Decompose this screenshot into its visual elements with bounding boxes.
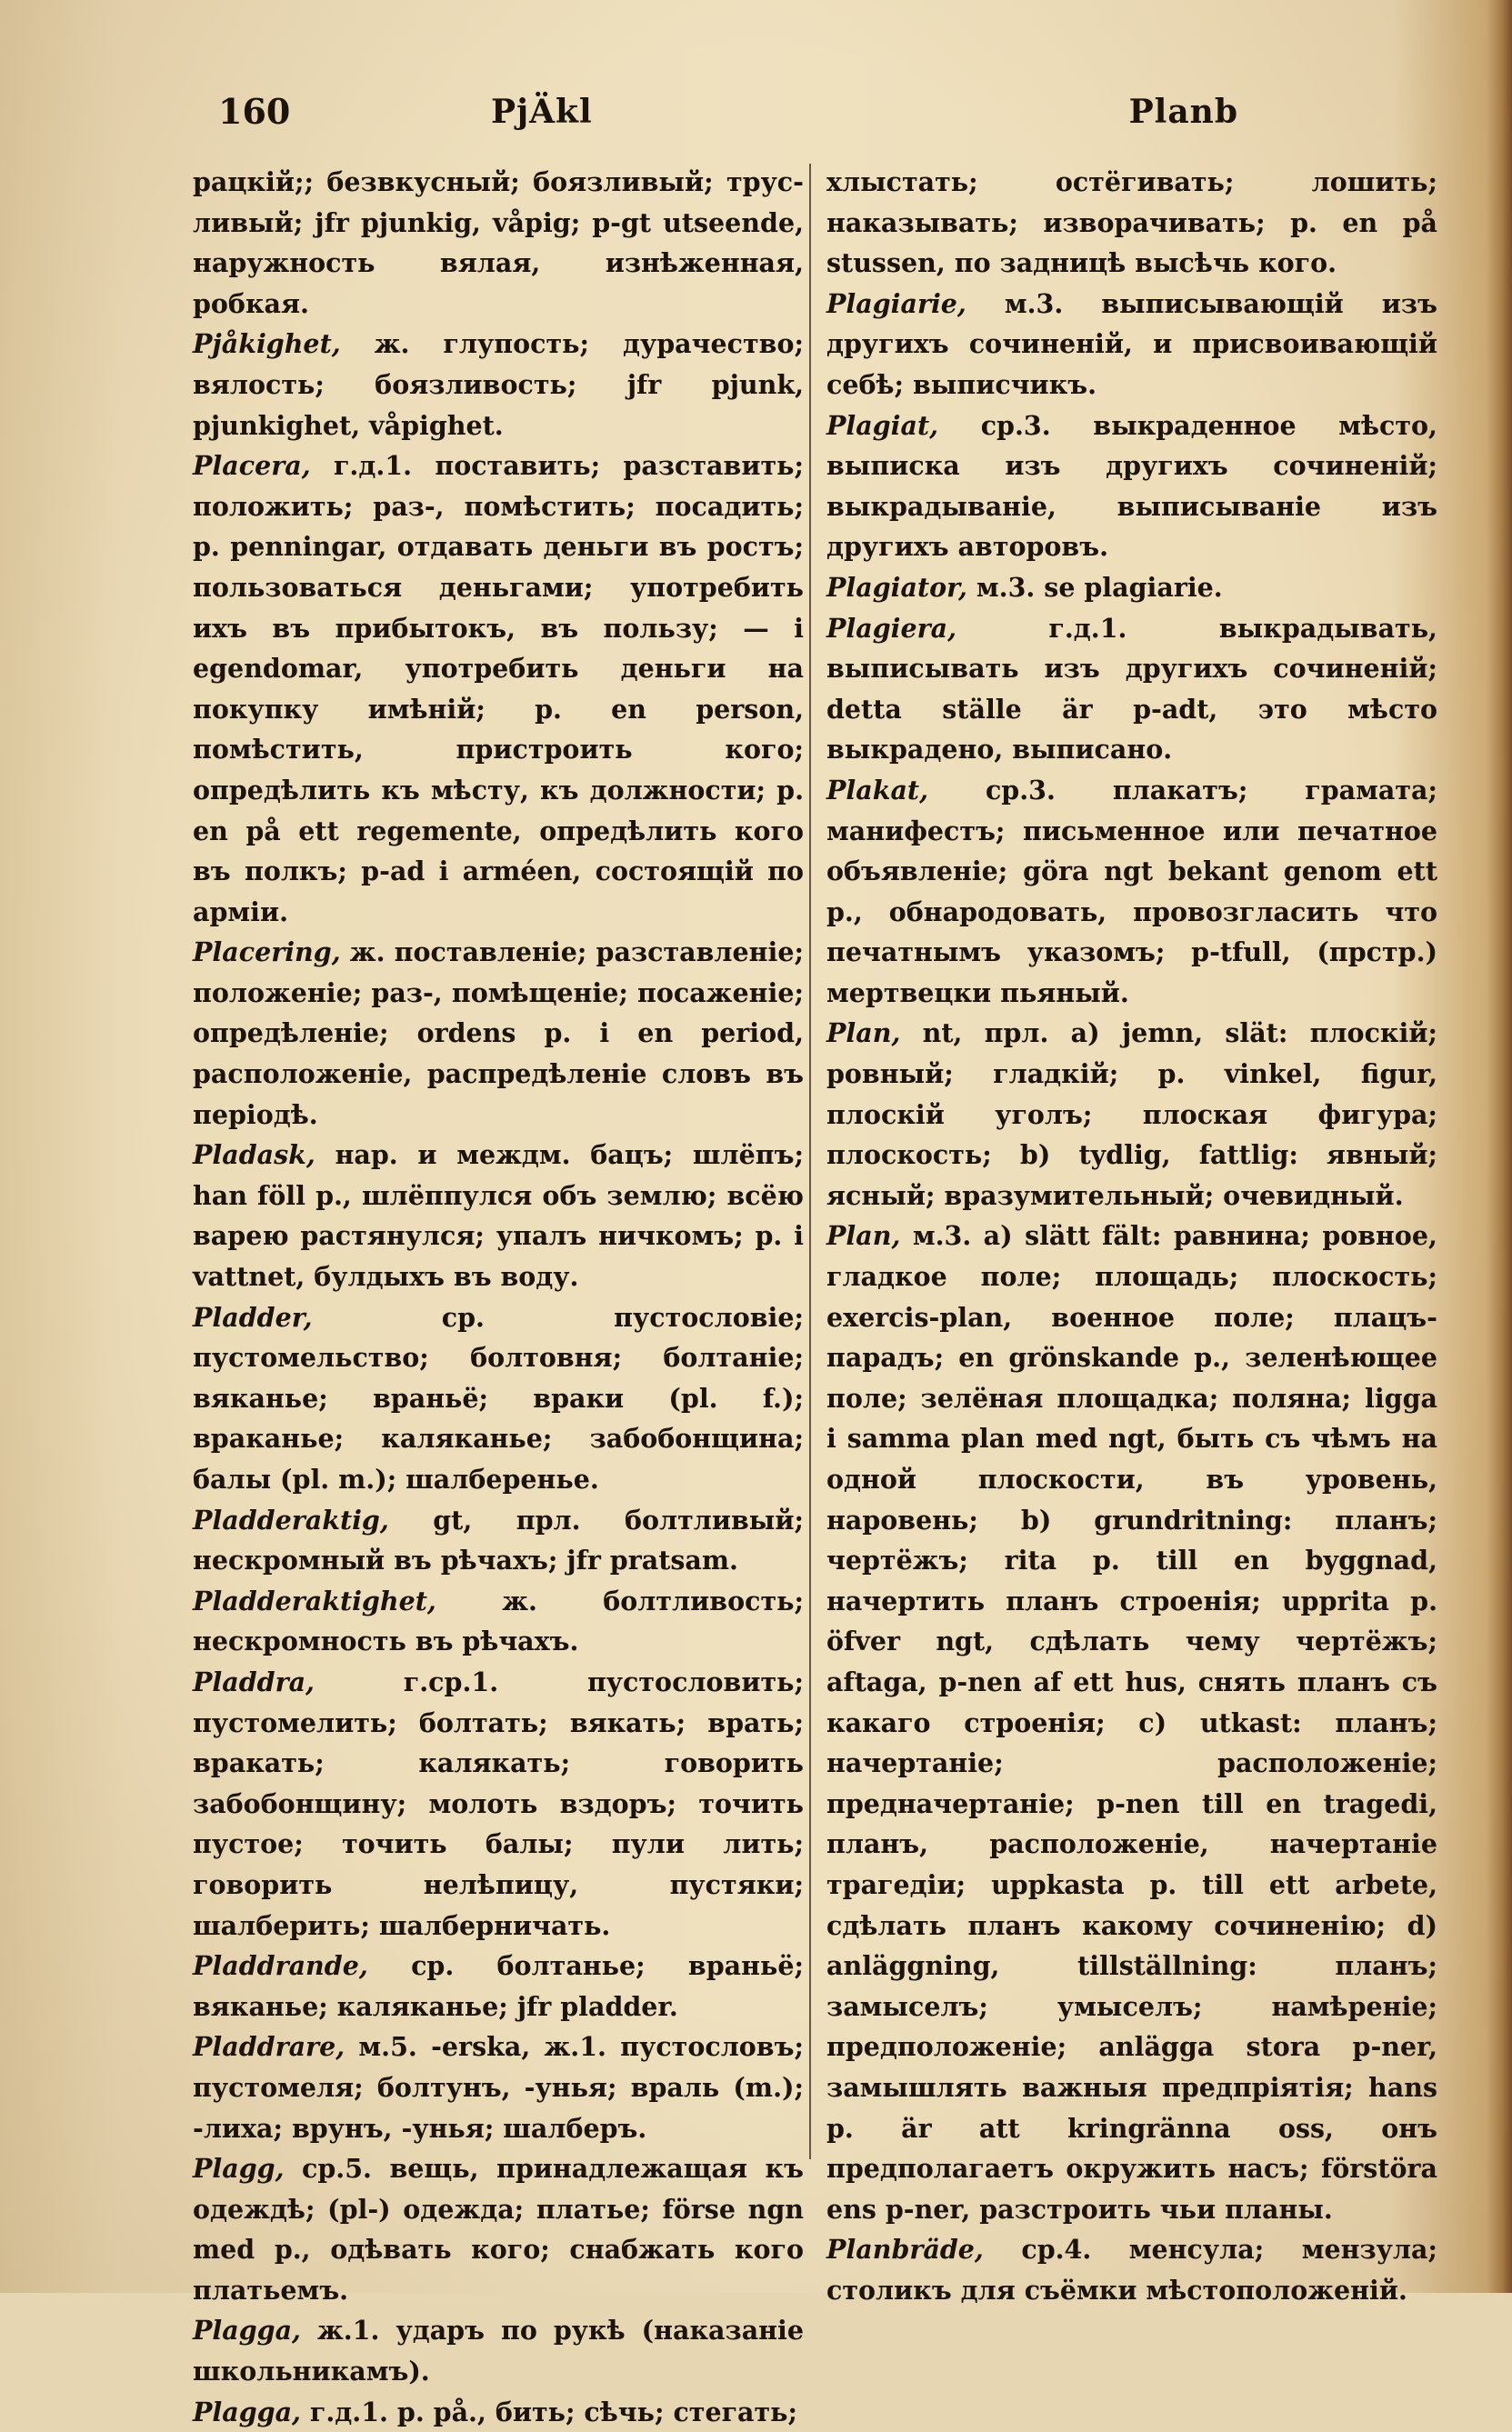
entry-headword: Planbräde, (826, 2234, 984, 2266)
entry-headword: Plagiarie, (826, 287, 966, 319)
entry-definition: м.3. a) slätt fält: равнина; ровное, гладкое поле; площадь; плоскость; exercis-plan, военное поле; плацъ-парадъ; en grönskande p., зеленѣющее поле; зелёная площадка; поляна; ligga i samma plan med ngt, быть съ чѣмъ на одной плоскости, въ уровень, наровень; b) grundritning: планъ; чертёжъ; rita p. till en byggnad, начертить планъ строенія; uppritа p. öfver ngt, сдѣлать чему чертёжъ; aftaga, p-nen af ett hus, снять планъ съ какаго строенія; c) utkast: планъ; начертаніе; расположеніе; предначертаніе; p-nen till en tragedi, планъ, расположеніе, начертаніе трагедіи; uppkasta p. till ett arbete, сдѣлать планъ какому сочиненію; d) anläggning, tillställning: планъ; замыселъ; умыселъ; намѣреніе; предположеніе; anlägga stora p-ner, замышлять важныя предпріятія; hans p. är att kringränna oss, онъ предполагаетъ окружить насъ; förstöra ens p-ner, разстроить чьи планы. (826, 1220, 1437, 2225)
dictionary-entry (193, 2392, 804, 2432)
dictionary-entry (826, 162, 1437, 284)
entry-definition: ср.3. выкраденное мѣсто, выписка изъ другихъ сочиненій; выкрадываніе, выписываніе изъ другихъ авторовъ. (826, 409, 1437, 563)
entry-definition: ср. пустословіе; пустомельство; болтовня; болтаніе; вяканье; враньё; враки (pl. f.); враканье; каляканье; забобонщина; балы (pl. m.); шалберенье. (193, 1301, 804, 1495)
dictionary-entry (193, 1500, 804, 1581)
entry-headword: Placera, (193, 450, 311, 482)
dictionary-entry (193, 1135, 804, 1296)
dictionary-entry (193, 2310, 804, 2391)
dictionary-entry (193, 932, 804, 1135)
entry-headword: Plakat, (826, 774, 929, 806)
entry-definition: хлыстать; остёгивать; лошить; наказывать; изворачивать; p. en på stussen, по задницѣ высѣчь кого. (826, 166, 1437, 279)
entry-definition: ср.3. плакатъ; грамата; манифестъ; письменное или печатное объявленіе; göra ngt bekant genom ett p., обнародовать, провозгласить что печатнымъ указомъ; p-tfull, (прстр.) мертвецки пьяный. (826, 774, 1437, 1008)
dictionary-entry (826, 2229, 1437, 2310)
entry-definition: м.3. se plagiarie. (976, 571, 1223, 603)
entry-definition: рацкій;; безвкусный; боязливый; трус-ливый; jfr pjunkig, våpig; p-gt utseende, наружность вялая, изнѣженная, робкая. (193, 166, 804, 319)
entry-definition: ср. болтанье; враньё; вяканье; каляканье; jfr pladder. (193, 1950, 804, 2022)
entry-definition: ж. болтливость; нескромность въ рѣчахъ. (193, 1585, 804, 1657)
entry-headword: Pladdrande, (193, 1950, 368, 1982)
dictionary-entry (193, 162, 804, 324)
entry-definition: м.5. -erska, ж.1. пустословъ; пустомеля; болтунъ, -унья; враль (m.); -лиха; врунъ, -унья; шалберъ. (193, 2031, 804, 2144)
page-header (218, 91, 1238, 145)
entry-definition: нар. и междм. бацъ; шлёпъ; han föll p., шлёппулся объ землю; всёю варею растянулся; упалъ ничкомъ; p. i vattnet, булдыхъ въ воду. (193, 1139, 804, 1293)
entry-headword: Plan, (826, 1220, 901, 1252)
column-divider (809, 164, 811, 2159)
entry-definition: ср.4. менсула; мензула; столикъ для съёмки мѣстоположеній. (826, 2234, 1437, 2306)
dictionary-entry (826, 567, 1437, 608)
entry-headword: Pladder, (193, 1301, 313, 1333)
entry-headword: Pladask, (193, 1139, 315, 1171)
dictionary-entry (193, 2027, 804, 2148)
entry-headword: Plagiat, (826, 409, 939, 441)
running-head-left: PjÄkl (491, 93, 593, 131)
dictionary-entry (193, 1581, 804, 1662)
entry-definition: ср.5. вещь, принадлежащая къ одеждѣ; (pl-) одежда; платье; förse ngn med p., одѣвать кого; снабжать кого платьемъ. (193, 2153, 804, 2306)
entry-definition: г.ср.1. пустословить; пустомелить; болтать; вякать; врать; вракать; калякать; говорить забобонщину; молоть вздоръ; точить пустое; точить балы; пули лить; говорить нелѣпицу, пустяки; шалберить; шалберничать. (193, 1666, 804, 1941)
dictionary-entry (826, 284, 1437, 405)
dictionary-entry (193, 2148, 804, 2310)
entry-definition: г.д.1. выкрадывать, выписывать изъ другихъ сочиненій; detta ställe är p-adt, это мѣсто выкрадено, выписано. (826, 612, 1437, 766)
dictionary-entry (193, 324, 804, 445)
entry-headword: Plan, (826, 1017, 901, 1049)
dictionary-entry (193, 1297, 804, 1500)
right-column (826, 162, 1437, 2310)
dictionary-entry (193, 445, 804, 932)
entry-definition: gt, прл. болтливый; нескромный въ рѣчахъ; jfr pratsam. (193, 1504, 804, 1576)
entry-definition: ж.1. ударъ по рукѣ (наказаніе школьникамъ). (193, 2315, 804, 2387)
dictionary-entry (826, 1013, 1437, 1216)
entry-headword: Plagga, (193, 2396, 301, 2427)
page-number: 160 (218, 91, 291, 132)
dictionary-entry (193, 1946, 804, 2027)
entry-headword: Plagg, (193, 2153, 285, 2185)
entry-headword: Pladdra, (193, 1666, 315, 1697)
entry-definition: г.д.1. поставить; разставить; положить; раз-, помѣстить; посадить; p. penningar, отдавать деньги въ ростъ; пользоваться деньгами; употребить ихъ въ прибытокъ, въ пользу; — i egendomar, употребить деньги на покупку имѣній; p. en person, помѣстить, пристроить кого; опредѣлить къ мѣсту, къ должности; p. en på ett regemente, опредѣлить кого въ полкъ; p-ad i arméen, состоящій по арміи. (193, 450, 804, 927)
running-head-right: Planb (1128, 93, 1238, 131)
entry-headword: Placering, (193, 936, 341, 968)
entry-definition: nt, прл. a) jemn, slät: плоскій; ровный; гладкій; p. vinkel, figur, плоскій уголъ; плоская фигура; плоскость; b) tydlig, fattlig: явный; ясный; вразумительный; очевидный. (826, 1017, 1437, 1211)
entry-headword: Pladdrare, (193, 2031, 345, 2063)
entry-headword: Pladderaktig, (193, 1504, 389, 1536)
dictionary-entry (826, 1216, 1437, 2229)
entry-definition: м.3. выписывающій изъ другихъ сочиненій, и присвоивающій себѣ; выписчикъ. (826, 287, 1437, 400)
entry-headword: Pjåkighet, (193, 328, 341, 360)
entry-headword: Plagiera, (826, 612, 957, 644)
entry-headword: Plagga, (193, 2315, 301, 2347)
dictionary-entry (826, 770, 1437, 1014)
entry-definition: ж. поставленіе; разставленіе; положеніе; раз-, помѣщеніе; посаженіе; опредѣленіе; ordens p. i en period, расположеніе, распредѣленіе словъ въ періодѣ. (193, 936, 804, 1130)
dictionary-entry (193, 1662, 804, 1946)
left-column (193, 162, 804, 2432)
entry-headword: Pladderaktighet, (193, 1585, 436, 1616)
dictionary-entry (826, 608, 1437, 770)
entry-definition: ж. глупость; дурачество; вялость; боязливость; jfr pjunk, pjunkighet, våpighet. (193, 328, 804, 441)
book-spine-shadow (1487, 0, 1512, 2293)
entry-headword: Plagiator, (826, 571, 967, 603)
dictionary-entry (826, 405, 1437, 567)
entry-definition: г.д.1. p. på., бить; сѣчь; стегать; (309, 2396, 798, 2427)
